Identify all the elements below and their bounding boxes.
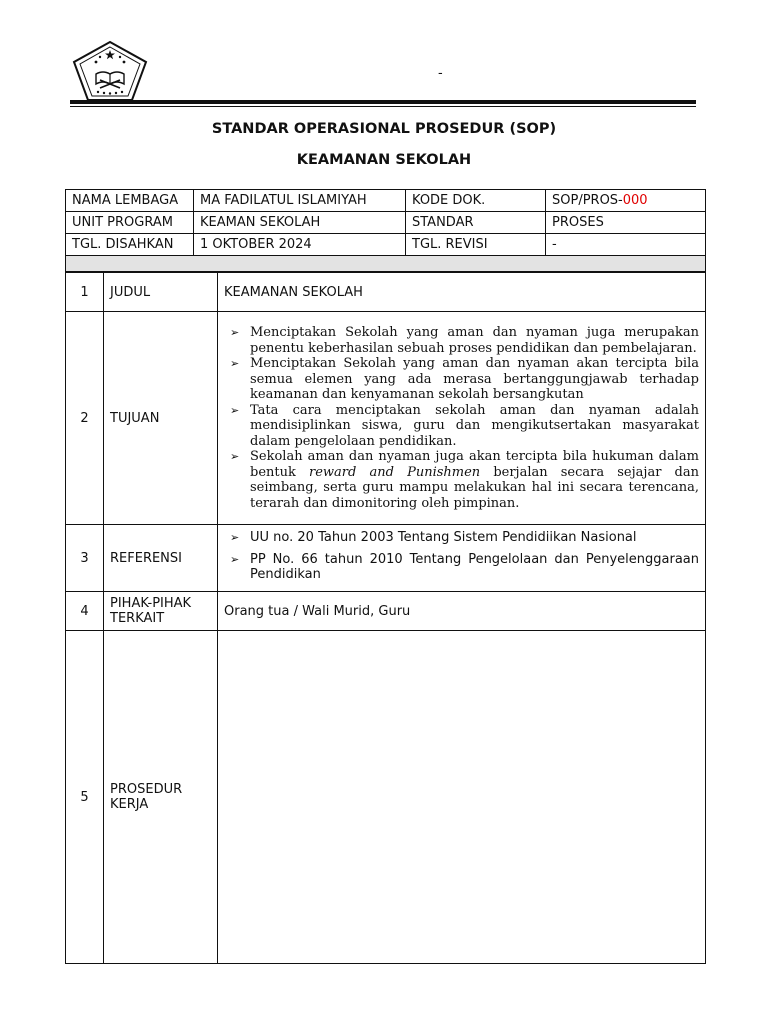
info-row-lembaga <box>66 190 706 212</box>
document-title: STANDAR OPERASIONAL PROSEDUR (SOP) <box>211 121 557 137</box>
document-subtitle: KEAMANAN SEKOLAH <box>296 152 472 168</box>
label-unit-program: UNIT PROGRAM <box>66 212 194 234</box>
kode-dok-prefix: SOP/PROS- <box>552 193 623 208</box>
row-label: REFERENSI <box>104 525 218 592</box>
header-rule-thick <box>70 100 696 104</box>
row-pihak-terkait <box>66 592 706 631</box>
kode-dok-number: 000 <box>622 193 648 208</box>
list-item: ➢ PP No. 66 tahun 2010 Tentang Pengelolaan dan Penyelenggaraan Pendidikan <box>230 551 699 583</box>
row-judul <box>66 273 706 312</box>
separator-cell <box>66 256 706 272</box>
label-nama-lembaga: NAMA LEMBAGA <box>66 190 194 212</box>
value-tgl-revisi: - <box>546 234 706 256</box>
info-row-tanggal <box>66 234 706 256</box>
arrow-bullet-icon: ➢ <box>230 357 240 370</box>
row-label: TUJUAN <box>104 312 218 525</box>
row-label: JUDUL <box>104 273 218 312</box>
row-number: 1 <box>66 273 104 312</box>
row-label: PIHAK-PIHAK TERKAIT <box>104 592 218 631</box>
arrow-bullet-icon: ➢ <box>230 531 240 545</box>
label-tgl-disahkan: TGL. DISAHKAN <box>66 234 194 256</box>
row-label: PROSEDUR KERJA <box>104 631 218 964</box>
header-rule-thin <box>70 106 696 107</box>
list-item: ➢ UU no. 20 Tahun 2003 Tentang Sistem Pendidiikan Nasional <box>230 530 637 546</box>
info-table <box>65 189 706 272</box>
italic-term: reward and Punishmen <box>309 464 481 480</box>
list-item: ➢ Menciptakan Sekolah yang aman dan nyaman juga merupakan penentu keberhasilan sebuah proses pendidikan dan pembelajaran. <box>230 325 699 356</box>
arrow-bullet-icon: ➢ <box>230 450 240 463</box>
prosedur-content <box>218 631 706 964</box>
info-separator-row <box>66 256 706 272</box>
label-standar: STANDAR <box>406 212 546 234</box>
referensi-content <box>218 525 706 592</box>
info-row-unit <box>66 212 706 234</box>
row-number: 2 <box>66 312 104 525</box>
row-prosedur-kerja <box>66 631 706 964</box>
row-number: 5 <box>66 631 104 964</box>
list-item: ➢ Tata cara menciptakan sekolah aman dan nyaman adalah mendisiplinkan siswa, guru dan mengikutsertakan masyarakat dalam pengelolaan pendidikan. <box>230 402 699 449</box>
row-number: 4 <box>66 592 104 631</box>
referensi-list <box>224 530 699 583</box>
value-kode-dok <box>546 190 706 212</box>
label-kode-dok: KODE DOK. <box>406 190 546 212</box>
list-item: ➢ Sekolah aman dan nyaman juga akan tercipta bila hukuman dalam bentuk reward and Punishmen berjalan secara sejajar dan seimbang, serta guru mampu melakukan hal ini secara terencana, terarah dan dimonitoring oleh pimpinan. <box>230 449 699 511</box>
school-emblem-logo <box>72 40 148 102</box>
arrow-bullet-icon: ➢ <box>230 403 240 417</box>
value-standar: PROSES <box>546 212 706 234</box>
row-number: 3 <box>66 525 104 592</box>
tujuan-content <box>218 312 706 525</box>
list-item: ➢ Menciptakan Sekolah yang aman dan nyaman akan tercipta bila semua elemen yang ada merasa bertanggungjawab terhadap keamanan dan kenyamanan sekolah bersangkutan <box>230 356 699 402</box>
header-dash: - <box>438 66 443 81</box>
arrow-bullet-icon: ➢ <box>230 326 240 339</box>
arrow-bullet-icon: ➢ <box>230 552 240 566</box>
judul-content: KEAMANAN SEKOLAH <box>218 273 706 312</box>
value-unit-program: KEAMAN SEKOLAH <box>194 212 406 234</box>
sop-main-table <box>65 272 706 964</box>
row-referensi <box>66 525 706 592</box>
pihak-content: Orang tua / Wali Murid, Guru <box>218 592 706 631</box>
label-tgl-revisi: TGL. REVISI <box>406 234 546 256</box>
tujuan-list <box>224 325 699 511</box>
row-tujuan <box>66 312 706 525</box>
value-nama-lembaga: MA FADILATUL ISLAMIYAH <box>194 190 406 212</box>
value-tgl-disahkan: 1 OKTOBER 2024 <box>194 234 406 256</box>
